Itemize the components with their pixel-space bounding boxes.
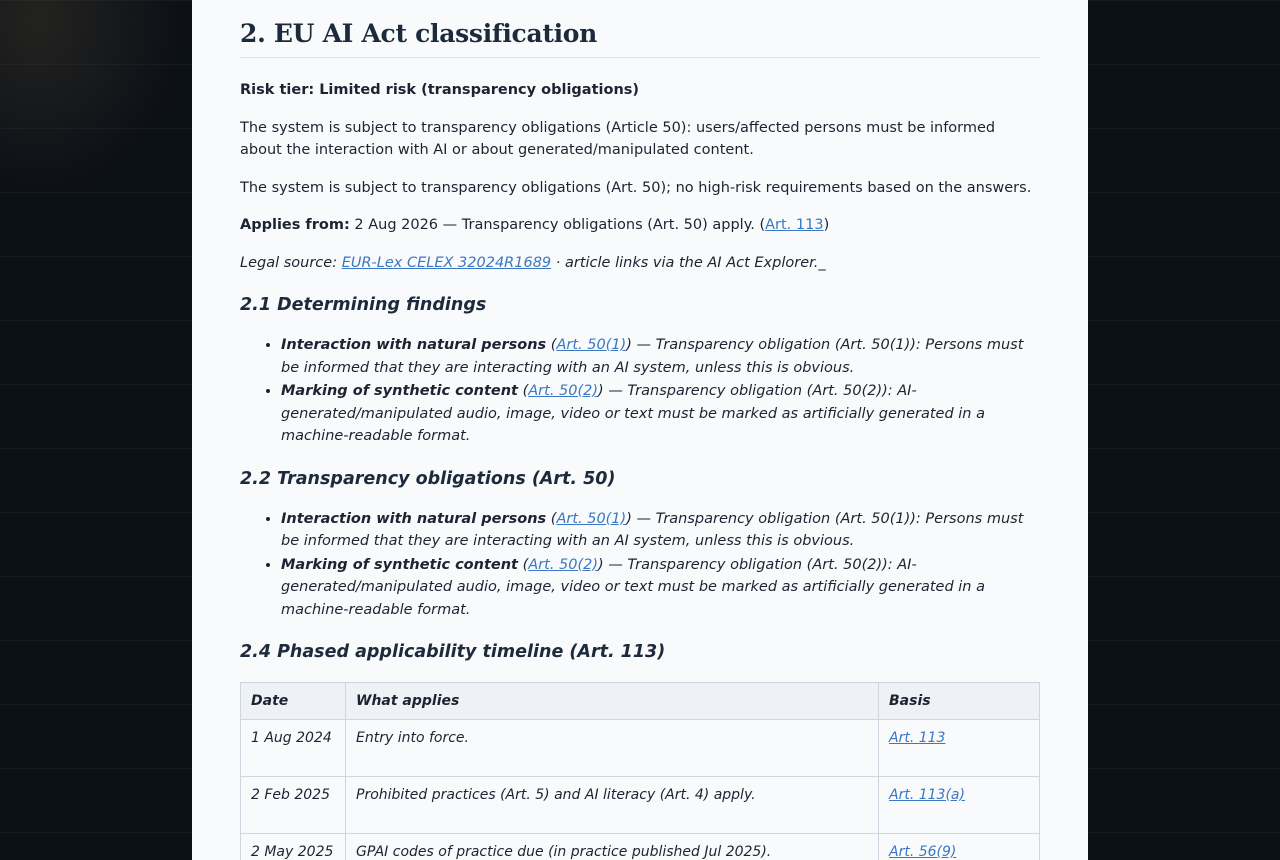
paragraph-no-high-risk: The system is subject to transparency obligations (Art. 50); no high-risk requirements based on the answers.	[240, 179, 1032, 196]
timeline-heading: 2.4 Phased applicability timeline (Art. 113)	[240, 642, 666, 662]
eur-lex-link[interactable]: EUR-Lex CELEX 32024R1689	[341, 254, 552, 271]
findings-list	[240, 334, 1040, 448]
applies-from: Applies from: 2 Aug 2026 — Transparency obligations (Art. 50) apply. (Art. 113)	[240, 217, 830, 233]
list-item: • Marking of synthetic content (Art. 50(2)) — Transparency obligation (Art. 50(2)): AI-generated/manipulated audio, image, video or text must be marked as artificially generated in a machine-readable format.	[281, 380, 1040, 448]
article-link[interactable]: Art. 50(2)	[528, 556, 599, 573]
table-row	[241, 777, 1040, 834]
date-cell: 2 Feb 2025	[241, 777, 346, 834]
basis-cell	[879, 834, 1040, 860]
paragraph-obligations: The system is subject to transparency obligations (Article 50): users/affected persons must be informed about the interaction with AI or about generated/manipulated content.	[240, 119, 996, 158]
section-title: 2. EU AI Act classification	[240, 0, 1040, 58]
basis-link[interactable]: Art. 113(a)	[889, 787, 965, 803]
column-header-date: Date	[241, 683, 346, 720]
article-link[interactable]: Art. 50(2)	[528, 383, 599, 399]
column-header-what: What applies	[346, 683, 879, 720]
list-item: • Interaction with natural persons (Art. 50(1)) — Transparency obligation (Art. 50(1)): Persons must be informed that they are interacting with an AI system, unless this is obvious.	[281, 508, 1040, 553]
article-link[interactable]: Art. 50(1)	[556, 337, 627, 353]
risk-tier: Risk tier: Limited risk (transparency obligations)	[240, 82, 640, 98]
transparency-heading: 2.2 Transparency obligations (Art. 50)	[240, 468, 616, 489]
table-row	[241, 720, 1040, 777]
table-row	[241, 834, 1040, 860]
list-item: • Marking of synthetic content (Art. 50(2)) — Transparency obligation (Art. 50(2)): AI-generated/manipulated audio, image, video or text must be marked as artificially generated in a machine-readable format.	[281, 554, 1040, 622]
article-link[interactable]: Art. 50(1)	[556, 510, 627, 527]
list-item: • Interaction with natural persons (Art. 50(1)) — Transparency obligation (Art. 50(1)): Persons must be informed that they are interacting with an AI system, unless this is obvious.	[281, 334, 1040, 379]
basis-link[interactable]: Art. 56(9)	[889, 844, 957, 860]
findings-heading: 2.1 Determining findings	[240, 295, 487, 315]
what-cell: Prohibited practices (Art. 5) and AI literacy (Art. 4) apply.	[346, 777, 879, 834]
applies-from-text: 2 Aug 2026 — Transparency obligations (Art. 50) apply. (	[349, 217, 766, 233]
table-header-row	[241, 683, 1040, 720]
basis-link[interactable]: Art. 113	[889, 730, 946, 746]
legal-source: Legal source: EUR-Lex CELEX 32024R1689 · article links via the AI Act Explorer._	[240, 254, 826, 271]
column-header-basis: Basis	[879, 683, 1040, 720]
date-cell: 2 May 2025	[241, 834, 346, 860]
basis-cell	[879, 777, 1040, 834]
applies-from-link[interactable]: Art. 113	[765, 217, 824, 233]
document-page	[192, 0, 1088, 860]
what-cell: GPAI codes of practice due (in practice published Jul 2025).	[346, 834, 879, 860]
background-glow	[0, 0, 192, 200]
basis-cell	[879, 720, 1040, 777]
applies-from-label: Applies from:	[240, 217, 350, 233]
transparency-list	[240, 508, 1040, 622]
date-cell: 1 Aug 2024	[241, 720, 346, 777]
what-cell: Entry into force.	[346, 720, 879, 777]
timeline-table	[240, 682, 1040, 860]
